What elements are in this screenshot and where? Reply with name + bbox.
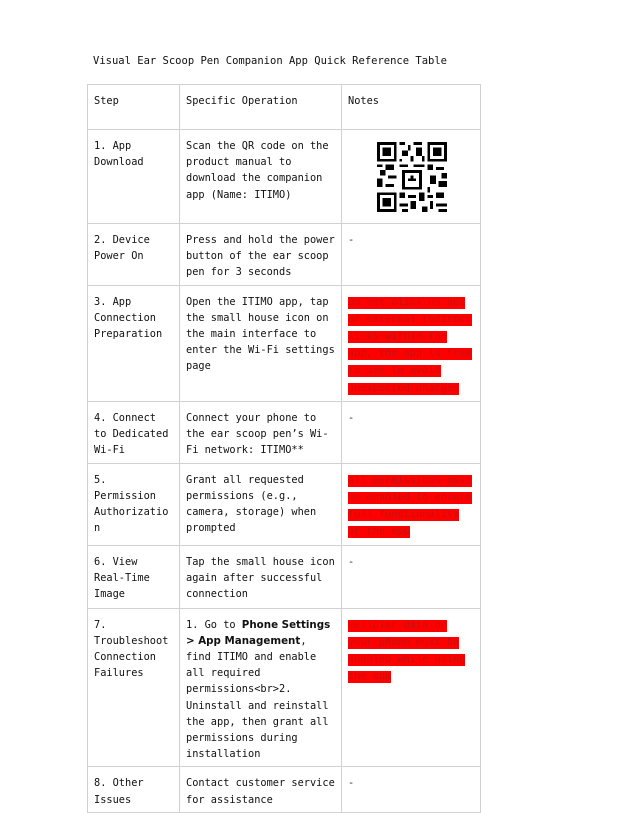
step-cell: 5. Permission Authorization — [88, 463, 180, 545]
header-notes: Notes — [342, 85, 481, 130]
step-cell: 6. View Real-Time Image — [88, 545, 180, 608]
table-row — [88, 401, 481, 463]
table-row — [88, 130, 481, 224]
operation-text-pre: 1. Go to — [186, 618, 242, 631]
step-cell: 4. Connect to Dedicated Wi-Fi — [88, 401, 180, 463]
table-row — [88, 545, 481, 608]
step-cell: 8. Other Issues — [88, 767, 180, 812]
step-cell: 7. Troubleshoot Connection Failures — [88, 608, 180, 767]
table-row — [88, 767, 481, 812]
qr-code-icon — [372, 142, 452, 212]
notes-cell: - — [342, 224, 481, 286]
operation-cell: Open the ITIMO app, tap the small house icon on the main interface to enter the Wi-Fi settings page — [180, 285, 342, 401]
operation-cell: Contact customer service for assistance — [180, 767, 342, 812]
operation-cell: Press and hold the power button of the ear scoop pen for 3 seconds — [180, 224, 342, 286]
step-cell: 1. App Download — [88, 130, 180, 224]
operation-cell: Connect your phone to the ear scoop pen’s Wi-Fi network: ITIMO** — [180, 401, 342, 463]
notes-cell — [342, 608, 481, 767]
notes-cell: - — [342, 767, 481, 812]
notes-cell: - — [342, 545, 481, 608]
operation-cell: Grant all requested permissions (e.g., camera, storage) when prompted — [180, 463, 342, 545]
operation-text-post: , find ITIMO and enable all required permissions<br>2. Uninstall and reinstall the app, then grant all permissions during installation — [186, 634, 329, 761]
header-operation: Specific Operation — [180, 85, 342, 130]
table-header-row — [88, 85, 481, 130]
step-cell: 3. App Connection Preparation — [88, 285, 180, 401]
operation-text-bold: Phone Settings > App Management — [186, 618, 331, 647]
notes-cell — [342, 463, 481, 545]
warning-note: Cellular data on your phone must be enabled while using the app — [348, 619, 466, 684]
table-row — [88, 463, 481, 545]
notes-cell — [342, 285, 481, 401]
table-row — [88, 285, 481, 401]
step-cell: 2. Device Power On — [88, 224, 180, 286]
table-row — [88, 224, 481, 286]
warning-note: All permissions must be enabled to ensure full functionality of the app — [348, 474, 472, 539]
notes-cell — [342, 130, 481, 224]
table-row — [88, 608, 481, 767]
operation-cell: Tap the small house icon again after successful connection — [180, 545, 342, 608]
document-title: Visual Ear Scoop Pen Companion App Quick Reference Table — [93, 55, 448, 67]
header-step: Step — [88, 85, 180, 130]
operation-cell: Scan the QR code on the product manual to download the companion app (Name: ITIMO) — [180, 130, 342, 224]
reference-table — [87, 84, 481, 813]
operation-cell — [180, 608, 342, 767]
warning-note: Do not click on ads or external redirect links within the app, the app is free to use to avoid unexpected charges — [348, 296, 472, 395]
notes-cell: - — [342, 401, 481, 463]
